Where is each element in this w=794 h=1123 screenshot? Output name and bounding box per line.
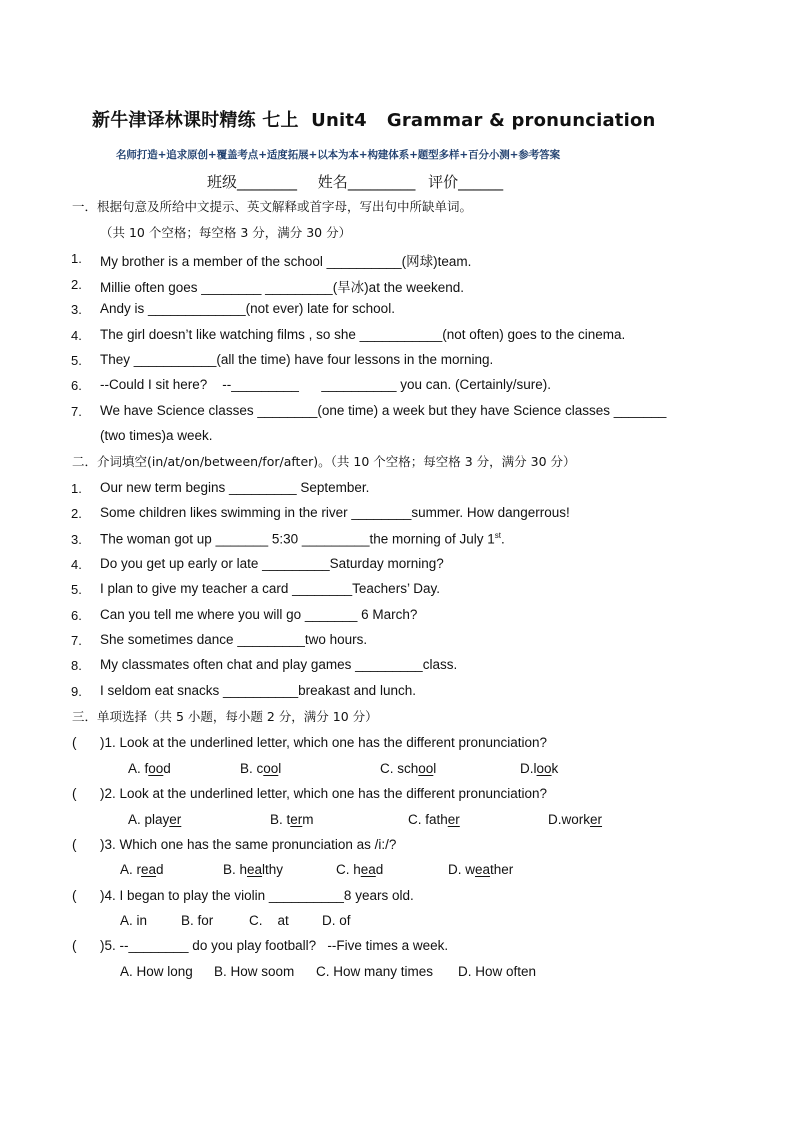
s2-item-text: Can you tell me where you will go _______ 6 March? (100, 607, 418, 622)
q5-option-c: C. How many times (316, 964, 434, 979)
q4-option-d: D. of (322, 913, 351, 928)
s2-item-num: 3. (71, 532, 82, 547)
name-label: 姓名 (317, 173, 348, 191)
section1-note: （共 10 个空格；每空格 3 分，满分 30 分） (100, 225, 352, 240)
q3-option-d: D. weather (448, 862, 514, 877)
s1-item-num: 3. (71, 302, 82, 317)
s2-item-num: 8. (71, 658, 82, 673)
s1-item-text: The girl doesn’t like watching films , so she ___________(not often) goes to the cinema. (100, 327, 626, 342)
s1-item-text: Andy is _____________(not ever) late for school. (100, 301, 395, 316)
q3-option-c: C. head (336, 862, 384, 877)
q4-option-a: A. in (120, 913, 148, 928)
s1-item-continuation: (two times)a week. (100, 428, 213, 443)
s1-item-num: 1. (71, 251, 82, 266)
q1-option-d: D.look (520, 761, 559, 776)
s1-item-text: They ___________(all the time) have four lessons in the morning. (100, 352, 494, 367)
title-topic: Grammar & pronunciation (386, 110, 656, 131)
q3-option-a: A. read (120, 862, 164, 877)
q2-option-b: B. term (270, 812, 314, 827)
s1-item-num: 7. (71, 404, 82, 419)
s1-item-text: We have Science classes ________(one time) a week but they have Science classes _______ (100, 403, 667, 418)
q2-option-d: D.worker (548, 812, 603, 827)
q2-option-c: C. father (408, 812, 460, 827)
s2-item-num: 4. (71, 557, 82, 572)
q1-answer-paren: ( (72, 735, 77, 750)
s2-item-num: 9. (71, 684, 82, 699)
s1-item-num: 2. (71, 277, 82, 292)
s2-item-text: My classmates often chat and play games _________class. (100, 657, 458, 672)
q5-option-b: B. How soom (214, 964, 295, 979)
s2-item3-text-a: The woman got up _______ 5:30 _________the morning of July 1 (100, 531, 495, 547)
student-info-line (207, 171, 503, 192)
section1-heading: 一．根据句意及所给中文提示、英文解释或首字母，写出句中所缺单词。 (72, 199, 473, 214)
s2-item-text: I plan to give my teacher a card ________Teachers’ Day. (100, 581, 440, 596)
q5-answer-paren: ( (72, 938, 77, 953)
s2-item-num: 7. (71, 633, 82, 648)
q4-stem: )4. I began to play the violin __________8 years old. (100, 888, 414, 903)
s2-item-text: I seldom eat snacks __________breakast and lunch. (100, 683, 416, 698)
name-blank: _________ (347, 173, 416, 191)
title-unit: Unit4 (311, 110, 367, 131)
s2-item-num: 1. (71, 481, 82, 496)
q1-option-c: C. school (380, 761, 437, 776)
q3-option-b: B. healthy (223, 862, 284, 877)
s2-item-text: Some children likes swimming in the river ________summer. How dangerrous! (100, 505, 570, 520)
section2-heading: 二．介词填空(in/at/on/between/for/after)。（共 10 个空格；每空格 3 分，满分 30 分） (72, 454, 576, 469)
s2-item-num: 6. (71, 608, 82, 623)
s1-item-text: --Could I sit here? --_________ __________ you can. (Certainly/sure). (100, 377, 552, 392)
s1-item-num: 4. (71, 328, 82, 343)
s1-item-num: 6. (71, 378, 82, 393)
q5-option-a: A. How long (120, 964, 193, 979)
class-label: 班级 (207, 173, 238, 191)
s2-item-num: 2. (71, 506, 82, 521)
s2-item3-text-b: . (501, 531, 505, 547)
q2-stem: )2. Look at the underlined letter, which one has the different pronunciation? (100, 786, 548, 801)
q1-stem: )1. Look at the underlined letter, which one has the different pronunciation? (100, 735, 548, 750)
q4-option-c: C. at (249, 913, 289, 928)
q3-stem: )3. Which one has the same pronunciation as /i:/? (100, 837, 397, 852)
q5-stem: )5. --________ do you play football? --Five times a week. (100, 938, 449, 953)
q1-option-b: B. cool (240, 761, 282, 776)
subtitle: 名师打造+追求原创+覆盖考点+适度拓展+以本为本+构建体系+题型多样+百分小测+参考答案 (116, 149, 560, 161)
q2-answer-paren: ( (72, 786, 77, 801)
s1-item-text: Millie often goes ________ _________(旱冰)at the weekend. (100, 280, 464, 295)
s2-item-text (100, 531, 505, 547)
page-title (92, 106, 656, 132)
s1-item-text: My brother is a member of the school __________(网球)team. (100, 254, 472, 269)
q3-answer-paren: ( (72, 837, 77, 852)
q5-option-d: D. How often (458, 964, 537, 979)
eval-label: 评价 (428, 173, 459, 191)
s2-item-text: Our new term begins _________ September. (100, 480, 370, 495)
title-cn: 新牛津译林课时精练 七上 (92, 110, 299, 131)
s2-item3-sup: st (494, 531, 502, 540)
class-blank: ________ (237, 173, 298, 191)
q2-option-a: A. player (128, 812, 182, 827)
s1-item-num: 5. (71, 353, 82, 368)
q4-answer-paren: ( (72, 888, 77, 903)
q1-option-a: A. food (128, 761, 171, 776)
s2-item-num: 5. (71, 582, 82, 597)
q4-option-b: B. for (181, 913, 214, 928)
s2-item-text: Do you get up early or late _________Saturday morning? (100, 556, 444, 571)
section3-heading: 三．单项选择（共 5 小题，每小题 2 分，满分 10 分） (72, 709, 378, 724)
s2-item-text: She sometimes dance _________two hours. (100, 632, 368, 647)
eval-blank: ______ (458, 173, 504, 191)
